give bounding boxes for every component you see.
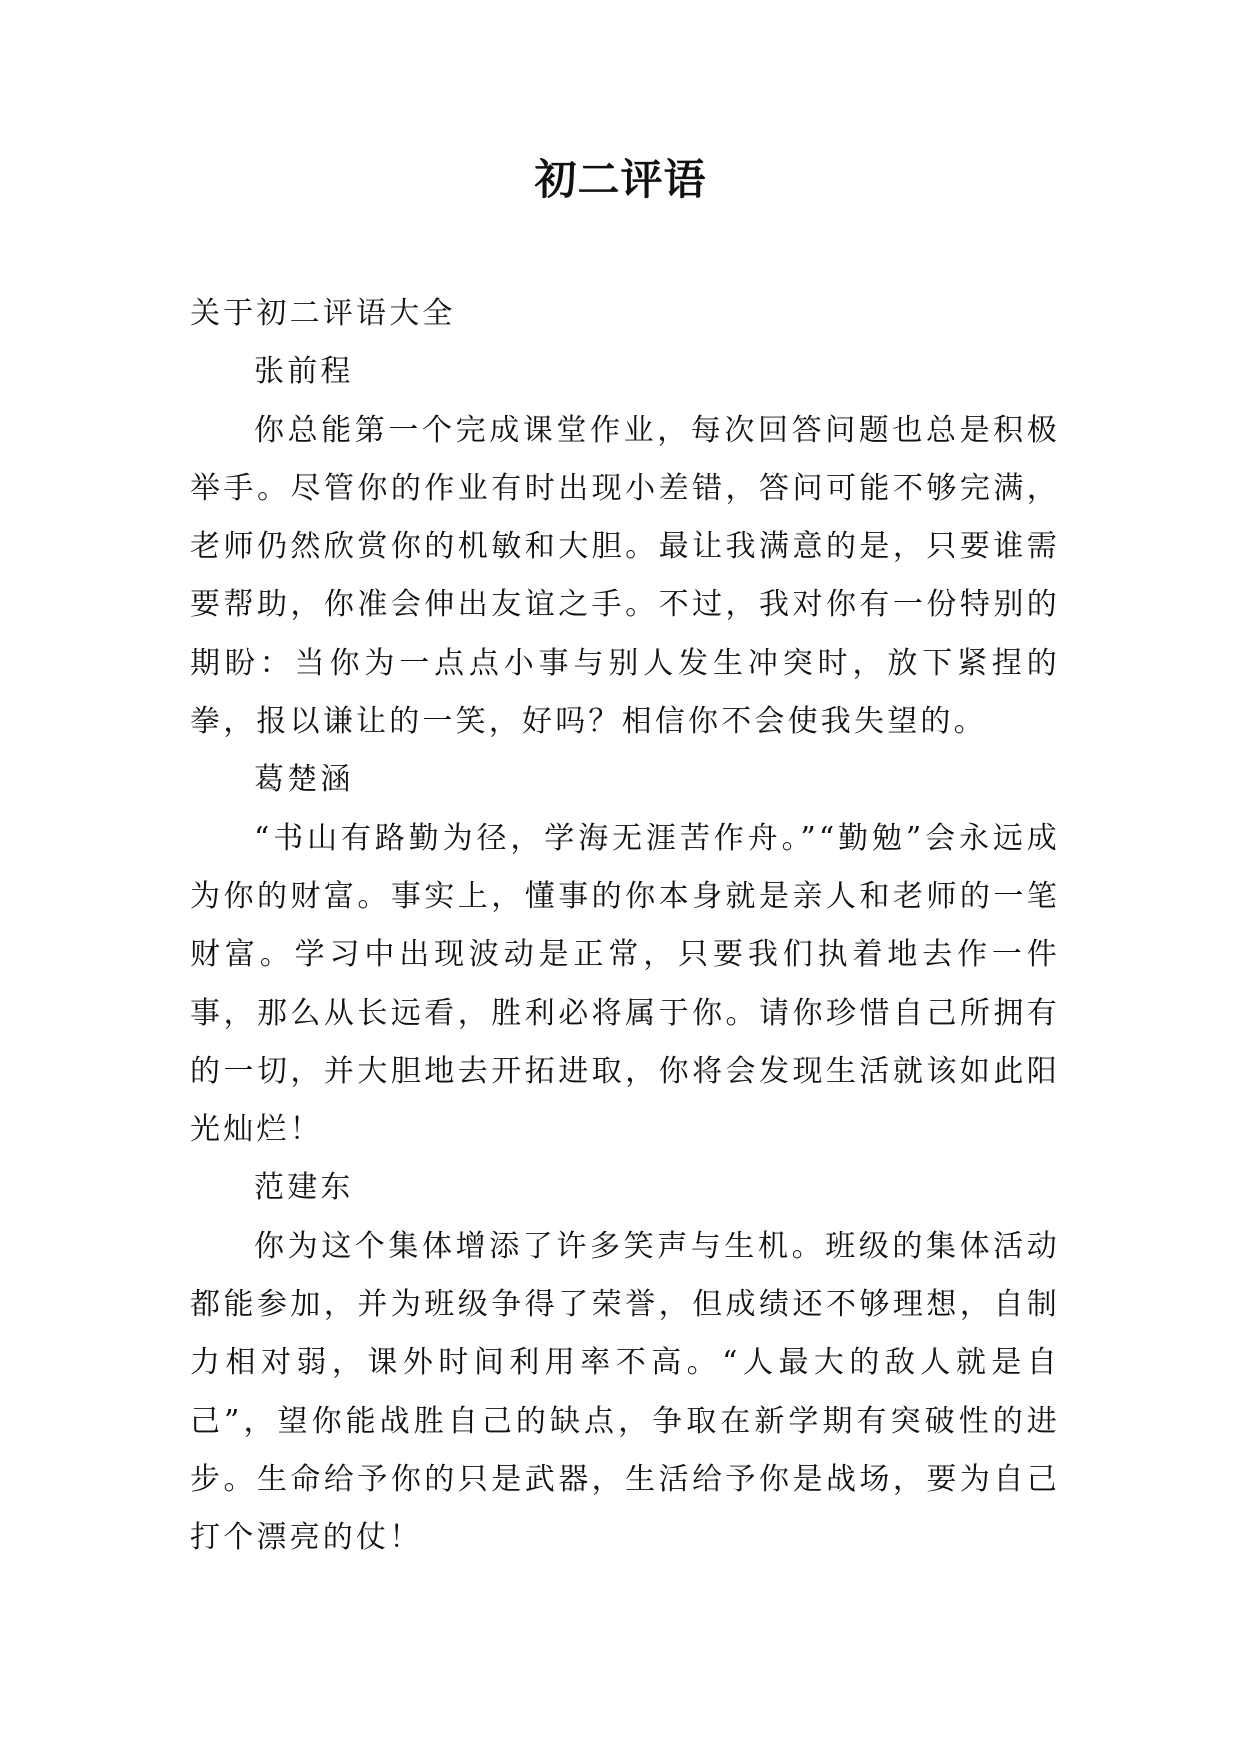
document-title: 初二评语 bbox=[534, 155, 707, 204]
comment-paragraph: 你为这个集体增添了许多笑声与生机。班级的集体活动都能参加，并为班级争得了荣誉，但成绩还不够理想，自制力相对弱，课外时间利用率不高。“人最大的敌人就是自己”，望你能战胜自己的缺点，争取在新学期有突破性的进步。生命给予你的只是武器，生活给予你是战场，要为自己打个漂亮的仗！ bbox=[190, 1228, 1060, 1556]
student-name: 张前程 bbox=[254, 354, 354, 390]
student-name: 范建东 bbox=[254, 1170, 354, 1206]
document-subtitle: 关于初二评语大全 bbox=[190, 296, 456, 331]
comment-paragraph: “书山有路勤为径，学海无涯苦作舟。”“勤勉”会永远成为你的财富。事实上，懂事的你本身就是亲人和老师的一笔财富。学习中出现波动是正常，只要我们执着地去作一件事，那么从长远看，胜利必将属于你。请你珍惜自己所拥有的一切，并大胆地去开拓进取，你将会发现生活就该如此阳光灿烂！ bbox=[190, 820, 1060, 1148]
comment-paragraph: 你总能第一个完成课堂作业，每次回答问题也总是积极举手。尽管你的作业有时出现小差错，答问可能不够完满，老师仍然欣赏你的机敏和大胆。最让我满意的是，只要谁需要帮助，你准会伸出友谊之手。不过，我对你有一份特别的期盼：当你为一点点小事与别人发生冲突时，放下紧捏的拳，报以谦让的一笑，好吗？相信你不会使我失望的。 bbox=[190, 412, 1060, 740]
document-body bbox=[190, 285, 1060, 1568]
student-name: 葛楚涵 bbox=[254, 762, 354, 798]
